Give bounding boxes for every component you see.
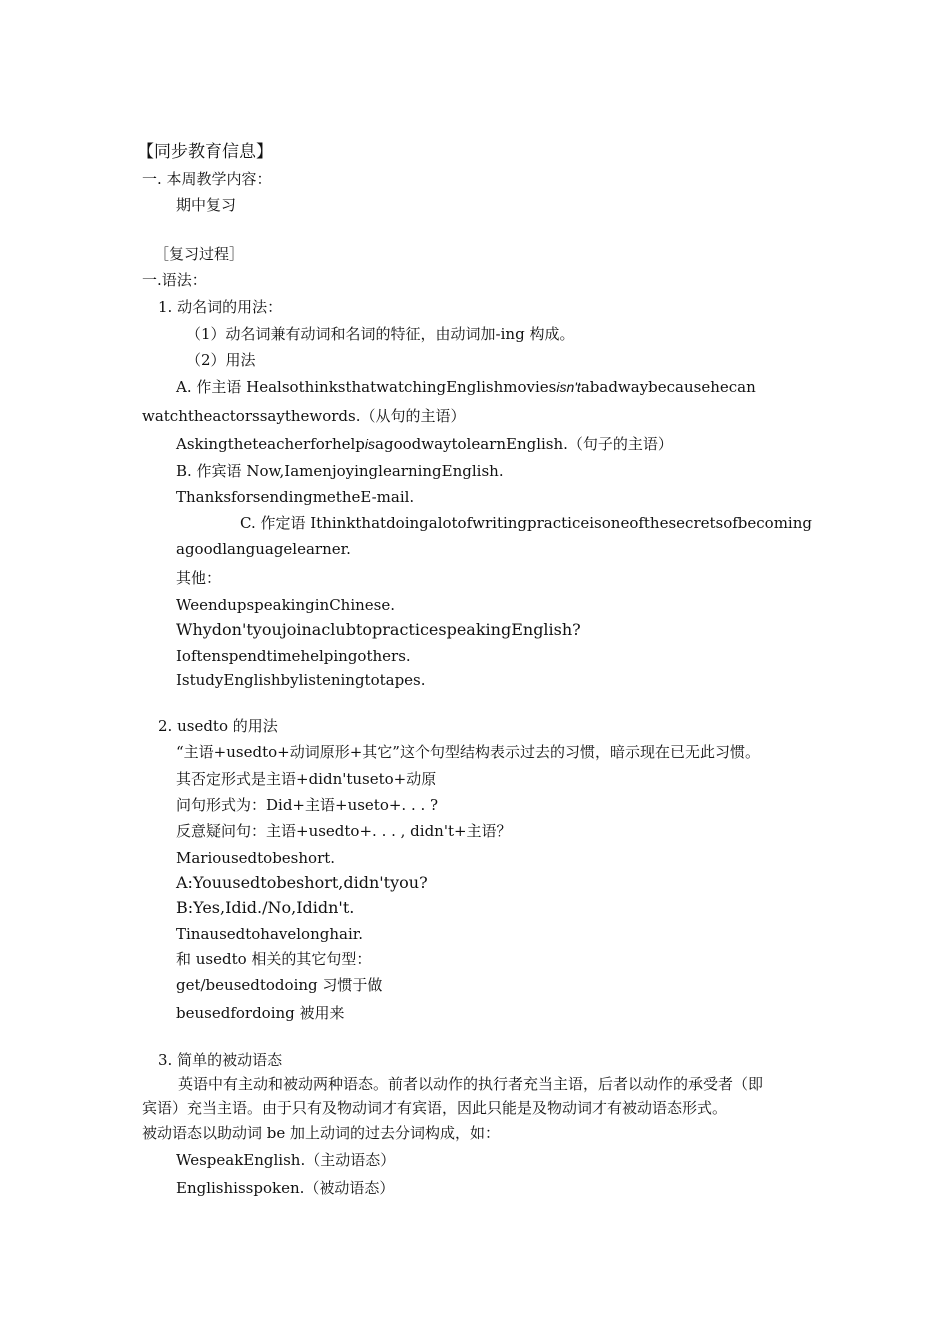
section1-heading: 一. 本周教学内容： (142, 170, 272, 188)
usedto-related-2: beusedfordoing 被用来 (176, 1004, 345, 1022)
usedto-tag-question: 反意疑问句：主语+usedto+. . . , didn't+主语？ (176, 822, 512, 840)
gerund-other-4: IstudyEnglishbylisteningtotapes. (176, 671, 426, 689)
usedto-example-2: A:Youusedtobeshort,didn'tyou? (176, 873, 428, 892)
usedto-question: 问句形式为：Did+主语+useto+. . . ? (176, 796, 439, 814)
usedto-related-heading: 和 usedto 相关的其它句型： (176, 950, 372, 968)
gerund-other-2: Whydon'tyoujoinaclubtopracticespeakingEnglish? (176, 620, 581, 639)
gerund-a-line2: watchtheactorssaythewords.（从句的主语） (142, 407, 466, 425)
usedto-example-4: Tinausedtohavelonghair. (176, 925, 364, 943)
gerund-c-line1: C. 作定语 Ithinkthatdoingalotofwritingpracticeisoneofthesecretsofbecoming (240, 514, 812, 532)
gerund-other-1: WeendupspeakinginChinese. (176, 596, 396, 614)
usedto-example-3: B:Yes,Idid./No,Ididn't. (176, 898, 355, 917)
gerund-title: 1. 动名词的用法： (158, 298, 283, 316)
gerund-other-heading: 其他： (176, 569, 222, 587)
gerund-a-line3-post: agoodwaytolearnEnglish.（句子的主语） (375, 435, 673, 453)
section-title: 【同步教育信息】 (137, 142, 273, 162)
gerund-a-line3-pre: Askingtheteacherforhelp (176, 435, 365, 453)
gerund-b-line2: ThanksforsendingmetheE-mail. (176, 488, 415, 506)
passive-paragraph-line1: 英语中有主动和被动两种语态。前者以动作的执行者充当主语，后者以动作的承受者（即 (178, 1075, 764, 1093)
passive-paragraph-line2: 宾语）充当主语。由于只有及物动词才有宾语，因此只能是及物动词才有被动语态形式。 (142, 1099, 728, 1117)
gerund-a-line1-emphasis: isn't (556, 379, 581, 395)
section1-content: 期中复习 (176, 196, 237, 214)
usedto-negative: 其否定形式是主语+didn'tuseto+动原 (176, 770, 437, 788)
gerund-other-3: Ioftenspendtimehelpingothers. (176, 647, 411, 665)
passive-example-1: WespeakEnglish.（主动语态） (176, 1151, 396, 1169)
usedto-example-1: Mariousedtobeshort. (176, 849, 336, 867)
gerund-point2: （2）用法 (186, 351, 256, 369)
usedto-title: 2. usedto 的用法 (158, 717, 278, 735)
usedto-related-1: get/beusedtodoing 习惯于做 (176, 976, 383, 994)
process-heading: ［复习过程］ (154, 245, 245, 263)
passive-title: 3. 简单的被动语态 (158, 1051, 283, 1069)
gerund-a-line1-post: abadwaybecausehecan (580, 378, 756, 396)
gerund-c-line2: agoodlanguagelearner. (176, 540, 351, 558)
gerund-point1: （1）动名词兼有动词和名词的特征，由动词加-ing 构成。 (186, 325, 575, 343)
gerund-a-line1 (176, 377, 756, 397)
gerund-a-line1-pre: A. 作主语 HealsothinksthatwatchingEnglishmovies (176, 378, 557, 396)
gerund-a-line3 (176, 434, 673, 454)
passive-paragraph-line3: 被动语态以助动词 be 加上动词的过去分词构成，如： (142, 1124, 501, 1142)
gerund-a-line3-emphasis: is (364, 436, 376, 452)
usedto-desc: “主语+usedto+动词原形+其它”这个句型结构表示过去的习惯，暗示现在已无此习惯。 (176, 743, 760, 761)
passive-example-2: Englishisspoken.（被动语态） (176, 1179, 395, 1197)
grammar-heading: 一.语法： (142, 271, 207, 289)
gerund-b-line1: B. 作宾语 Now,IamenjoyinglearningEnglish. (176, 462, 504, 480)
